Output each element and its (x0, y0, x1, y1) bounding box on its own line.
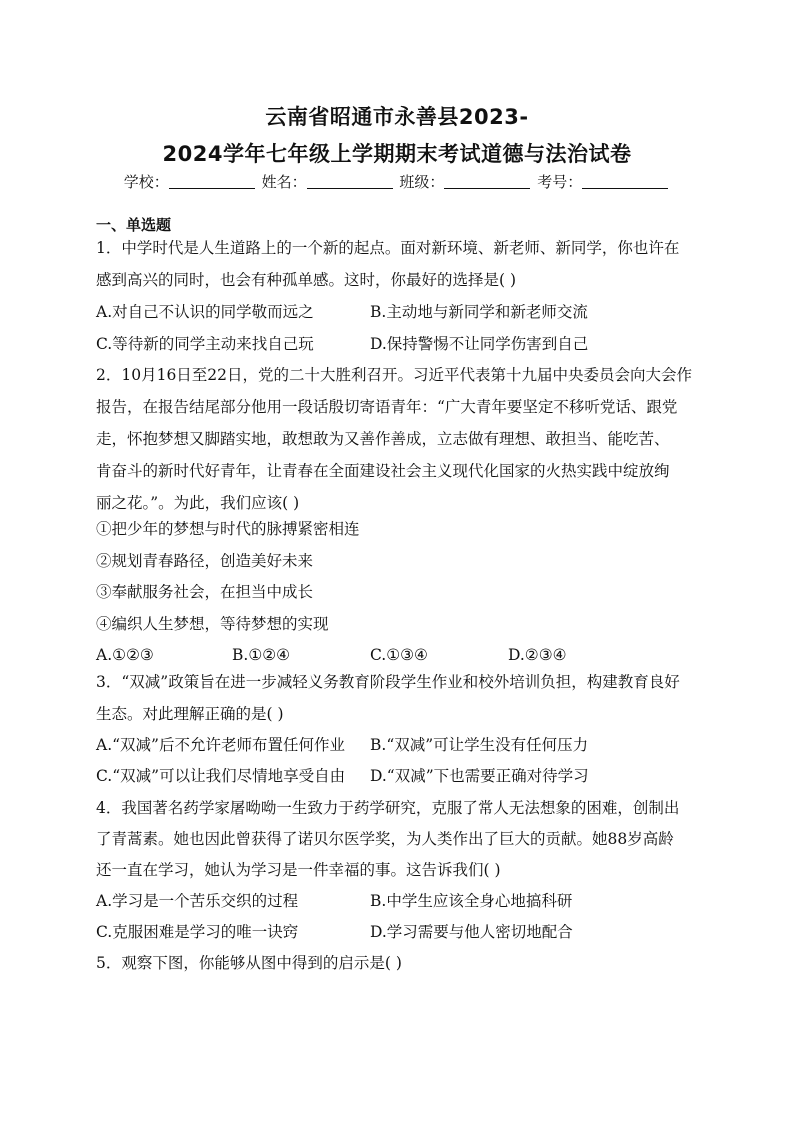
question-4-option-d: D.学习需要与他人密切地配合 (370, 923, 573, 941)
question-2-option-d: D.②③④ (508, 646, 567, 664)
question-2-option-b: B.①②④ (232, 646, 291, 664)
school-label: 学校： (123, 173, 169, 191)
question-2-line-1: 2．10月16日至22日，党的二十大胜利召开。习近平代表第十九届中央委员会向大会作 (96, 366, 693, 384)
student-info-fields (0, 171, 794, 192)
question-1-option-a: A.对自己不认识的同学敬而远之 (96, 303, 314, 321)
question-3-option-b: B.“双减”可让学生没有任何压力 (370, 736, 589, 754)
exam-number-blank (582, 174, 668, 189)
exam-number-label: 考号： (537, 173, 583, 191)
class-blank (444, 174, 530, 189)
question-2-statement-2: ②规划青春路径，创造美好未来 (96, 552, 314, 570)
question-2-line-2: 报告，在报告结尾部分他用一段话殷切寄语青年：“广大青年要坚定不移听党话、跟党 (96, 398, 678, 416)
question-2-line-3: 走，怀抱梦想又脚踏实地，敢想敢为又善作善成，立志做有理想、敢担当、能吃苦、 (96, 430, 670, 448)
question-3-line-2: 生态。对此理解正确的是( ) (96, 705, 284, 723)
question-1-option-b: B.主动地与新同学和新老师交流 (370, 303, 588, 321)
question-2-line-5: 丽之花。”。为此，我们应该( ) (96, 494, 300, 512)
question-2-statement-4: ④编织人生梦想，等待梦想的实现 (96, 615, 329, 633)
question-2-line-4: 肯奋斗的新时代好青年，让青春在全面建设社会主义现代化国家的火热实践中绽放绚 (96, 462, 670, 480)
section-title: 一、单选题 (96, 216, 172, 234)
question-5-line-1: 5．观察下图，你能够从图中得到的启示是( ) (96, 954, 402, 972)
question-3-option-c: C.“双减”可以让我们尽情地享受自由 (96, 767, 346, 785)
exam-title-line2: 2024学年七年级上学期期末考试道德与法治试卷 (162, 142, 632, 166)
question-1-line-2: 感到高兴的同时，也会有种孤单感。这时，你最好的选择是( ) (96, 271, 517, 289)
question-2-option-c: C.①③④ (370, 646, 428, 664)
school-blank (169, 174, 255, 189)
question-1-option-c: C.等待新的同学主动来找自己玩 (96, 335, 314, 353)
question-4-option-c: C.克服困难是学习的唯一诀窍 (96, 923, 299, 941)
question-4-option-a: A.学习是一个苦乐交织的过程 (96, 892, 299, 910)
question-4-option-b: B.中学生应该全身心地搞科研 (370, 892, 573, 910)
question-3-option-d: D.“双减”下也需要正确对待学习 (370, 767, 589, 785)
question-3-option-a: A.“双减”后不允许老师布置任何作业 (96, 736, 345, 754)
question-2-statement-1: ①把少年的梦想与时代的脉搏紧密相连 (96, 520, 360, 538)
question-1-line-1: 1．中学时代是人生道路上的一个新的起点。面对新环境、新老师、新同学，你也许在 (96, 239, 680, 257)
name-blank (307, 174, 393, 189)
class-label: 班级： (399, 173, 445, 191)
question-3-line-1: 3．“双减”政策旨在进一步减轻义务教育阶段学生作业和校外培训负担，构建教育良好 (96, 673, 680, 691)
question-1-option-d: D.保持警惕不让同学伤害到自己 (370, 335, 589, 353)
question-4-line-3: 还一直在学习，她认为学习是一件幸福的事。这告诉我们( ) (96, 861, 501, 879)
exam-title-line1: 云南省昭通市永善县2023- (265, 105, 529, 129)
name-label: 姓名： (261, 173, 307, 191)
question-2-option-a: A.①②③ (96, 646, 154, 664)
question-4-line-2: 了青蒿素。她也因此曾获得了诺贝尔医学奖，为人类作出了巨大的贡献。她88岁高龄 (96, 830, 674, 848)
question-4-line-1: 4．我国著名药学家屠呦呦一生致力于药学研究，克服了常人无法想象的困难，创制出 (96, 799, 680, 817)
question-2-statement-3: ③奉献服务社会，在担当中成长 (96, 583, 314, 601)
